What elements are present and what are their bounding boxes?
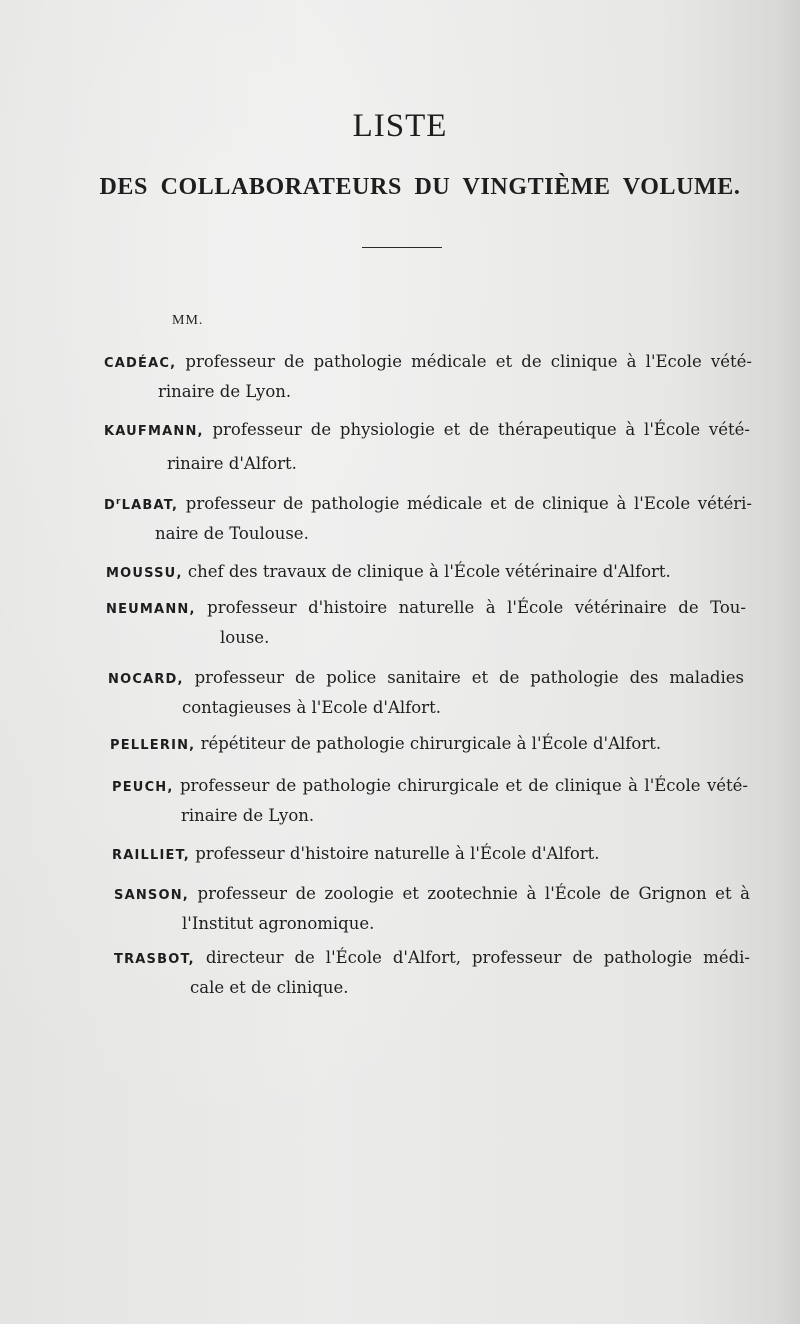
collaborator-description-continued: rinaire de Lyon. — [158, 382, 292, 401]
collaborator-name: PEUCH, — [112, 780, 174, 795]
collaborator-description: professeur d'histoire naturelle à l'École d'Alfort. — [189, 844, 600, 863]
collaborator-name: KAUFMANN, — [104, 424, 204, 439]
list-item — [104, 416, 750, 478]
salutation: MM. — [172, 313, 204, 328]
collaborator-description: professeur de pathologie chirurgicale et de clinique à l'École vété- — [173, 776, 748, 795]
page-subtitle: DES COLLABORATEURS DU VINGTIÈME VOLUME. — [99, 174, 741, 200]
list-item — [104, 348, 752, 406]
list-item — [112, 772, 748, 830]
collaborator-name: LABAT, — [121, 498, 179, 513]
collaborator-name: MOUSSU, — [106, 566, 183, 581]
collaborator-name: CADÉAC, — [104, 356, 177, 371]
collaborator-name: NOCARD, — [108, 672, 184, 687]
collaborator-description: professeur de zoologie et zootechnie à l'École de Grignon et à — [188, 884, 750, 903]
title-prefix-superscript: r — [116, 497, 122, 507]
list-item — [106, 594, 746, 652]
title-prefix: D — [104, 498, 116, 513]
collaborator-name: RAILLIET, — [112, 848, 190, 863]
collaborator-description: professeur de pathologie médicale et de clinique à l'Ecole vété- — [176, 352, 752, 371]
page-title: LISTE — [352, 108, 448, 144]
list-item — [104, 488, 752, 548]
collaborator-description: directeur de l'École d'Alfort, professeur de pathologie médi- — [194, 948, 750, 967]
collaborator-description-continued: louse. — [220, 628, 270, 647]
list-item — [110, 730, 661, 760]
collaborator-name: NEUMANN, — [106, 602, 196, 617]
collaborator-description-continued: rinaire de Lyon. — [181, 806, 315, 825]
collaborator-name: PELLERIN, — [110, 738, 196, 753]
collaborator-description-continued: contagieuses à l'Ecole d'Alfort. — [182, 698, 441, 717]
title-divider — [362, 247, 442, 248]
collaborator-description: professeur de police sanitaire et de pathologie des maladies — [183, 668, 744, 687]
list-item — [112, 840, 600, 870]
collaborator-name: TRASBOT, — [114, 952, 195, 967]
list-item — [114, 880, 750, 938]
collaborator-description-continued: l'Institut agronomique. — [182, 914, 375, 933]
list-item — [106, 558, 671, 588]
list-item — [108, 664, 744, 722]
collaborator-description: répétiteur de pathologie chirurgicale à l'École d'Alfort. — [195, 734, 662, 753]
collaborator-description-continued: rinaire d'Alfort. — [167, 454, 297, 473]
collaborator-description-continued: naire de Toulouse. — [155, 524, 309, 543]
collaborator-description: professeur de pathologie médicale et de clinique à l'Ecole vétéri- — [178, 494, 752, 513]
collaborator-description: chef des travaux de clinique à l'École vétérinaire d'Alfort. — [182, 562, 671, 581]
collaborator-description: professeur d'histoire naturelle à l'École vétérinaire de Tou- — [195, 598, 746, 617]
collaborator-description: professeur de physiologie et de thérapeutique à l'École vété- — [203, 420, 750, 439]
collaborator-name: SANSON, — [114, 888, 189, 903]
list-item — [114, 944, 750, 1002]
collaborator-description-continued: cale et de clinique. — [190, 978, 349, 997]
